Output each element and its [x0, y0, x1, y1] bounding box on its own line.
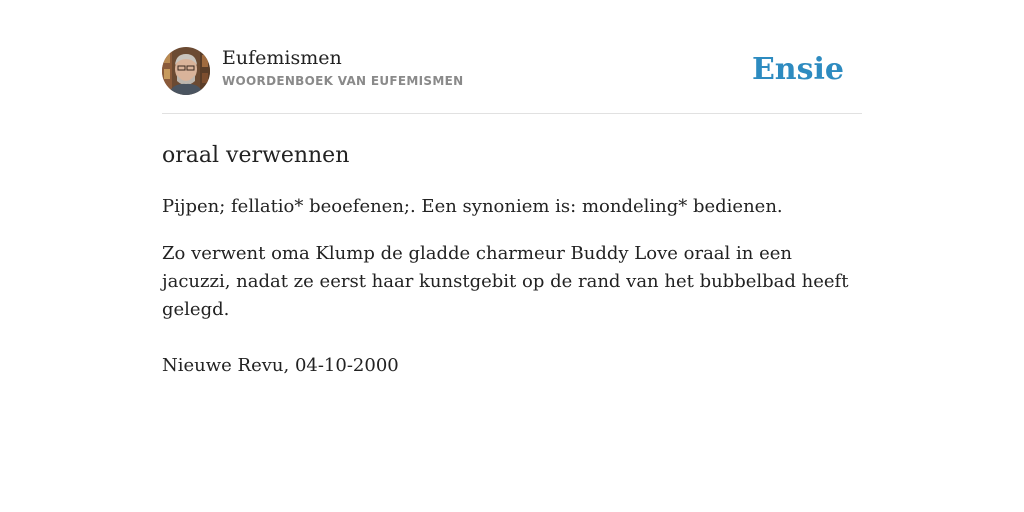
entry-source: Nieuwe Revu, 04-10-2000 — [162, 355, 399, 376]
author-block — [222, 46, 463, 88]
entry-card — [162, 46, 862, 380]
entry-example: Zo verwent oma Klump de gladde charmeur Buddy Love oraal in een jacuzzi, nadat ze eerst haar kunstgebit op de rand van het bubbelbad heeft gelegd. — [162, 243, 849, 320]
avatar-image — [162, 47, 210, 95]
entry-title: oraal verwennen — [162, 143, 350, 168]
author-subtitle[interactable]: WOORDENBOEK VAN EUFEMISMEN — [222, 74, 464, 88]
entry-definition: Pijpen; fellatio* beoefenen;. Een synoniem is: mondeling* bedienen. — [162, 196, 783, 217]
avatar[interactable] — [162, 47, 210, 95]
ensie-logo[interactable]: Ensie — [751, 52, 844, 87]
header — [162, 46, 862, 114]
author-name[interactable]: Eufemismen — [222, 47, 342, 69]
